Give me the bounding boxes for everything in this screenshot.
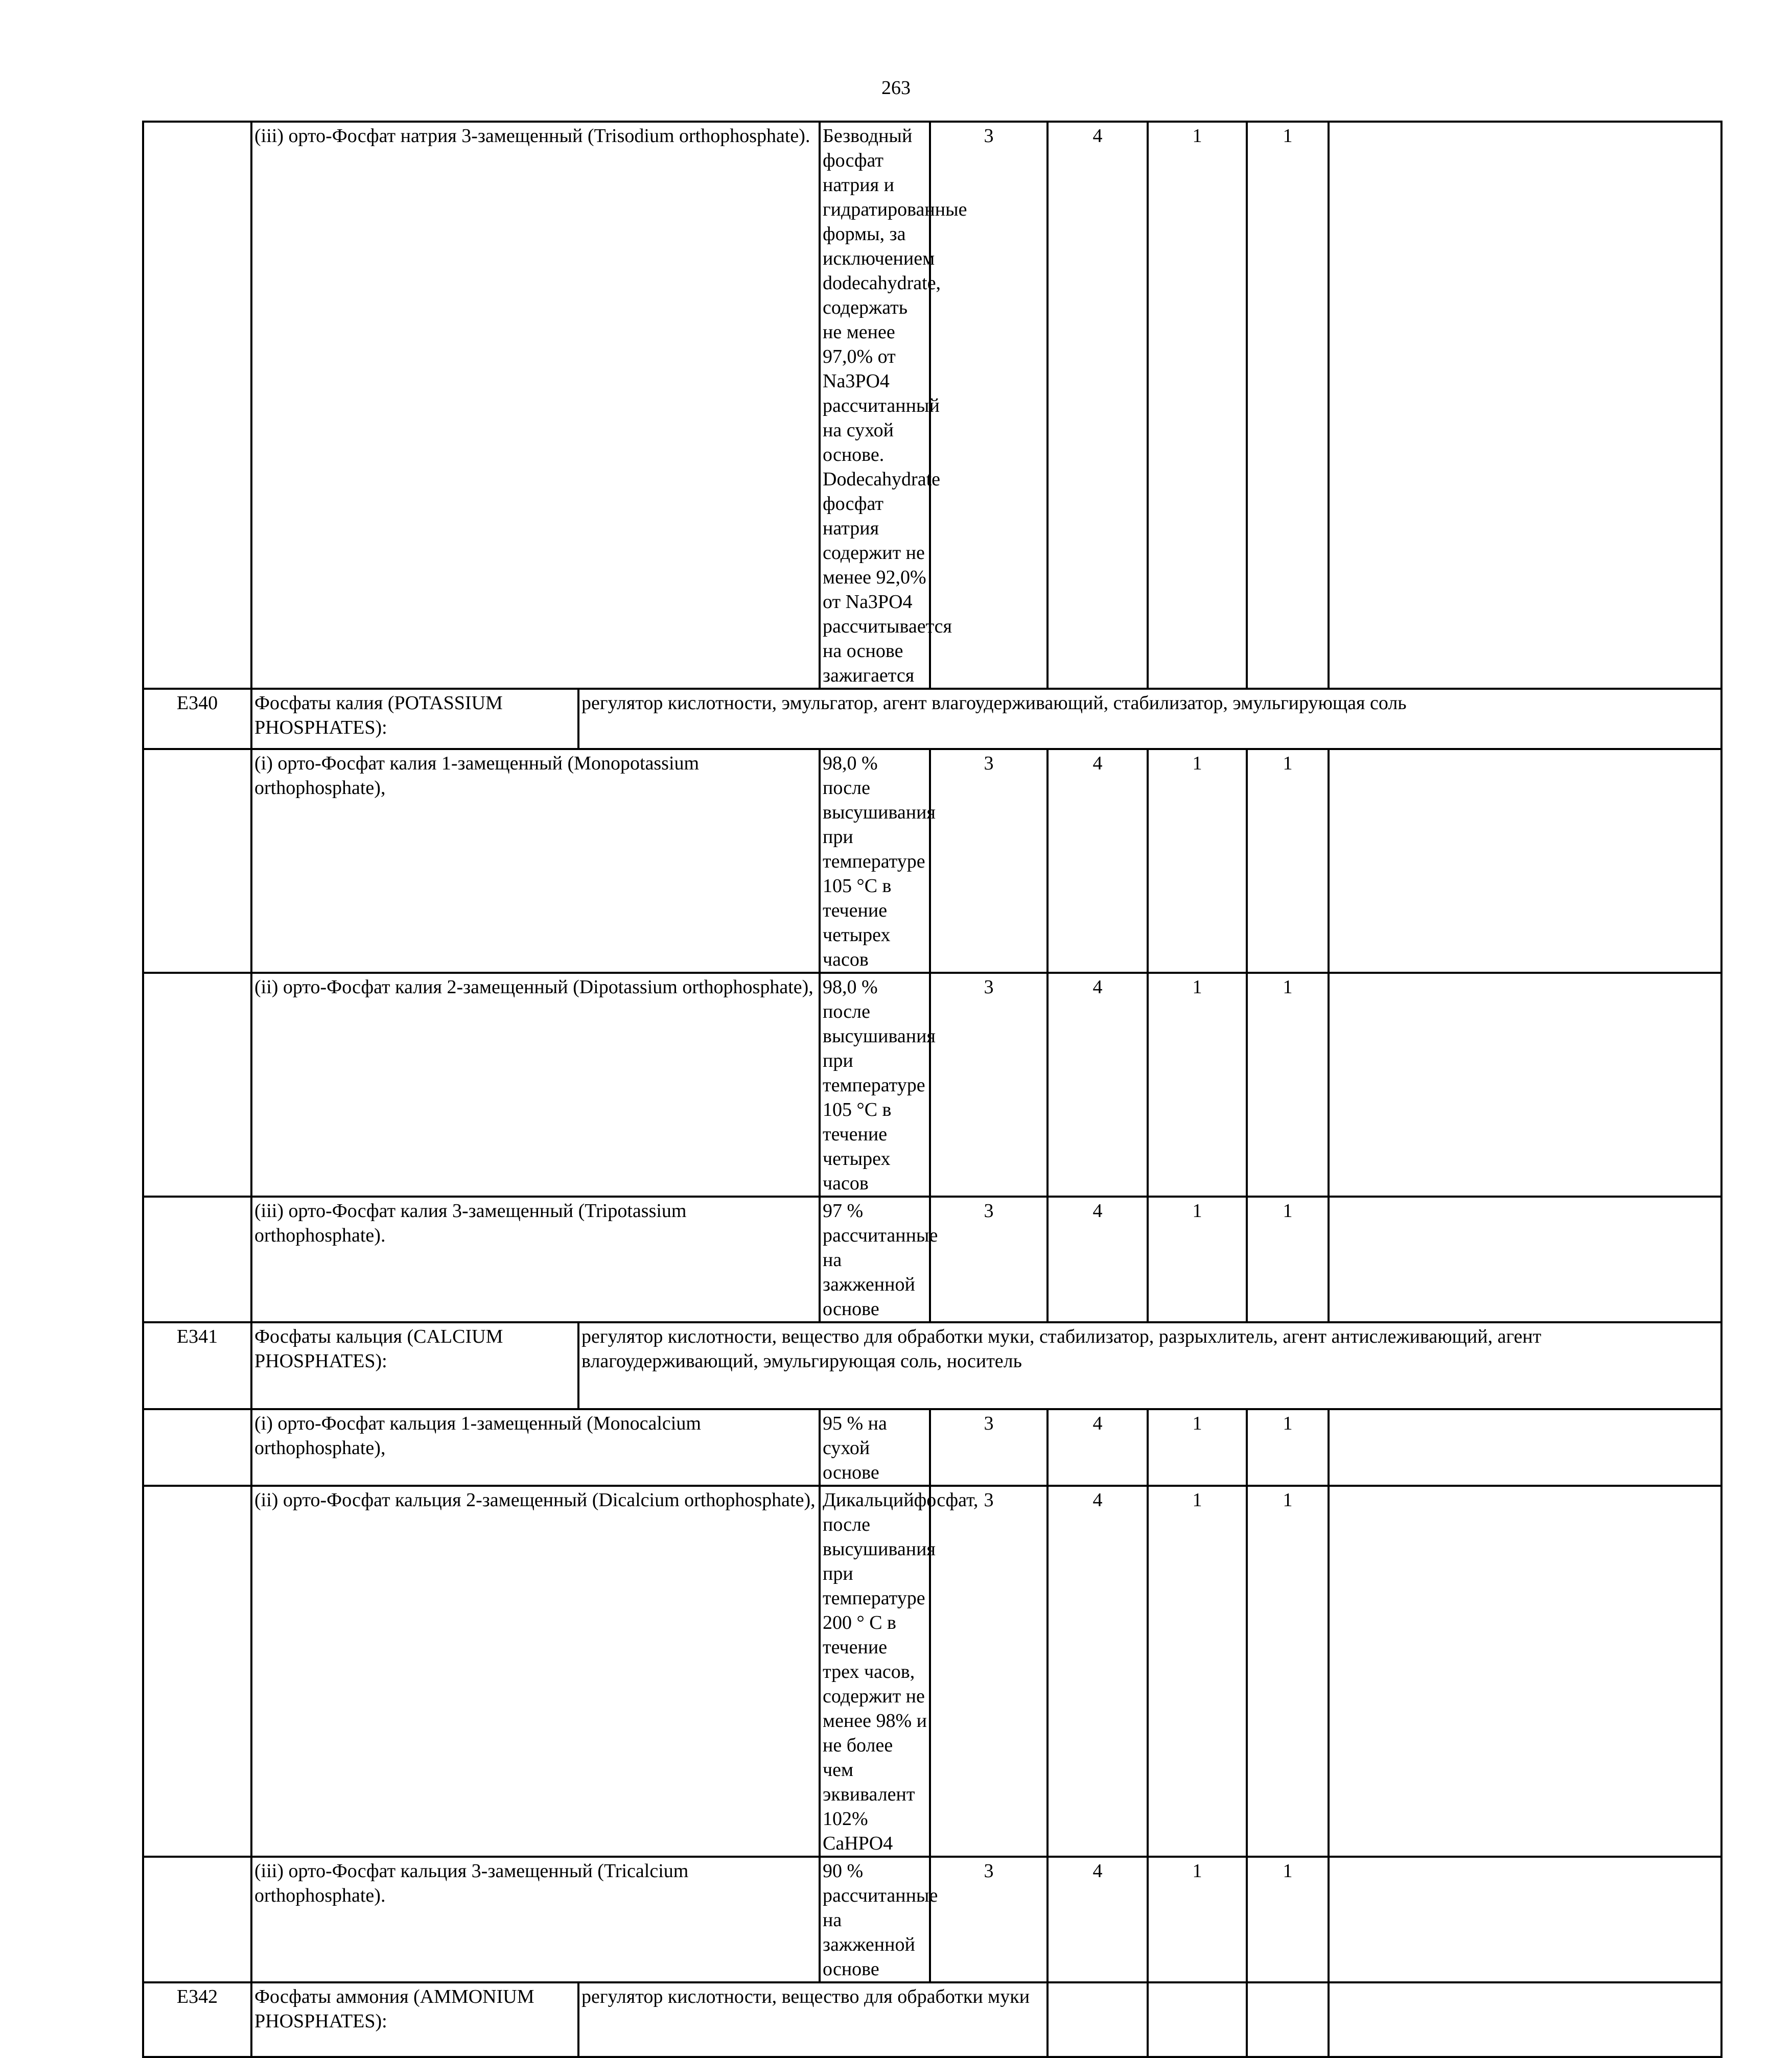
- value-cell-1: 3: [930, 122, 1048, 689]
- table-row: [143, 1857, 1721, 1982]
- value-cell-3: 1: [1148, 1197, 1247, 1322]
- empty-cell: [1329, 973, 1721, 1197]
- value-cell-2: 4: [1048, 1857, 1148, 1982]
- value-cell-2: 4: [1048, 973, 1148, 1197]
- empty-cell: [1329, 749, 1721, 973]
- value-cell-4: 1: [1247, 1409, 1329, 1486]
- table-row: [143, 1982, 1721, 2057]
- empty-cell: [1329, 1982, 1721, 2057]
- value-cell-2: 4: [1048, 1409, 1148, 1486]
- code-cell: [143, 749, 251, 973]
- table-row: [143, 689, 1721, 749]
- code-cell: [143, 1409, 251, 1486]
- empty-cell: [1329, 122, 1721, 689]
- value-cell-1: 3: [930, 1857, 1048, 1982]
- empty-cell: [1247, 1982, 1329, 2057]
- e-code: E342: [143, 1982, 251, 2057]
- value-cell-4: 1: [1247, 1857, 1329, 1982]
- code-cell: [143, 122, 251, 689]
- value-cell-3: 1: [1148, 973, 1247, 1197]
- additive-name: (iii) орто-Фосфат кальция 3-замещенный (Tricalcium orthophosphate).: [251, 1857, 820, 1982]
- empty-cell: [1048, 1982, 1148, 2057]
- purity-cell: 95 % на сухой основе: [820, 1409, 930, 1486]
- purity-cell: Безводный фосфат натрия и гидратированные формы, за исключением dodecahydrate, содержать не менее 97,0% от Na3PO4 рассчитанный на сухой основе. Dodecahydrate фосфат натрия содержит не менее 92,0% от Na3PO4 рассчитывается на основе зажигается: [820, 122, 930, 689]
- value-cell-2: 4: [1048, 1197, 1148, 1322]
- empty-cell: [1329, 1857, 1721, 1982]
- empty-cell: [1329, 1197, 1721, 1322]
- additive-name: (ii) орто-Фосфат калия 2-замещенный (Dipotassium orthophosphate),: [251, 973, 820, 1197]
- value-cell-3: 1: [1148, 122, 1247, 689]
- group-name: Фосфаты кальция (CALCIUM PHOSPHATES):: [251, 1322, 578, 1409]
- purity-cell: Дикальцийфосфат, после высушивания при температуре 200 ° С в течение трех часов, содержит не менее 98% и не более чем эквивалент 102% CaHPO4: [820, 1486, 930, 1857]
- empty-cell: [1148, 1982, 1247, 2057]
- value-cell-2: 4: [1048, 1486, 1148, 1857]
- value-cell-3: 1: [1148, 749, 1247, 973]
- value-cell-1: 3: [930, 749, 1048, 973]
- value-cell-2: 4: [1048, 122, 1148, 689]
- value-cell-1: 3: [930, 1197, 1048, 1322]
- additive-name: (iii) орто-Фосфат калия 3-замещенный (Tripotassium orthophosphate).: [251, 1197, 820, 1322]
- value-cell-1: 3: [930, 1409, 1048, 1486]
- code-cell: [143, 973, 251, 1197]
- additive-name: (i) орто-Фосфат кальция 1-замещенный (Monocalcium orthophosphate),: [251, 1409, 820, 1486]
- purity-cell: 98,0 % после высушивания при температуре 105 °С в течение четырех часов: [820, 973, 930, 1197]
- additive-name: (i) орто-Фосфат калия 1-замещенный (Monopotassium orthophosphate),: [251, 749, 820, 973]
- purity-cell: 98,0 % после высушивания при температуре 105 °С в течение четырех часов: [820, 749, 930, 973]
- page-number: 263: [881, 77, 911, 99]
- value-cell-4: 1: [1247, 1486, 1329, 1857]
- table-row: [143, 1409, 1721, 1486]
- additives-table: [142, 121, 1723, 2058]
- value-cell-3: 1: [1148, 1486, 1247, 1857]
- value-cell-1: 3: [930, 1486, 1048, 1857]
- empty-cell: [1329, 1409, 1721, 1486]
- value-cell-3: 1: [1148, 1409, 1247, 1486]
- group-name: Фосфаты аммония (AMMONIUM PHOSPHATES):: [251, 1982, 578, 2057]
- code-cell: [143, 1486, 251, 1857]
- additive-name: (ii) орто-Фосфат кальция 2-замещенный (Dicalcium orthophosphate),: [251, 1486, 820, 1857]
- code-cell: [143, 1197, 251, 1322]
- table-row: [143, 973, 1721, 1197]
- table-row: [143, 122, 1721, 689]
- e-code: E340: [143, 689, 251, 749]
- value-cell-4: 1: [1247, 122, 1329, 689]
- purity-cell: 90 % рассчитанные на зажженной основе: [820, 1857, 930, 1982]
- value-cell-2: 4: [1048, 749, 1148, 973]
- value-cell-1: 3: [930, 973, 1048, 1197]
- e-code: E341: [143, 1322, 251, 1409]
- purity-cell: 97 % рассчитанные на зажженной основе: [820, 1197, 930, 1322]
- code-cell: [143, 1857, 251, 1982]
- value-cell-3: 1: [1148, 1857, 1247, 1982]
- technological-function: регулятор кислотности, вещество для обработки муки: [578, 1982, 1048, 2057]
- technological-function: регулятор кислотности, вещество для обработки муки, стабилизатор, разрыхлитель, агент антислеживающий, агент влагоудерживающий, эмульгирующая соль, носитель: [578, 1322, 1721, 1409]
- technological-function: регулятор кислотности, эмульгатор, агент влагоудерживающий, стабилизатор, эмульгирующая соль: [578, 689, 1721, 749]
- empty-cell: [1329, 1486, 1721, 1857]
- additive-name: (iii) орто-Фосфат натрия 3-замещенный (Trisodium orthophosphate).: [251, 122, 820, 689]
- group-name: Фосфаты калия (POTASSIUM PHOSPHATES):: [251, 689, 578, 749]
- table-row: [143, 1486, 1721, 1857]
- value-cell-4: 1: [1247, 749, 1329, 973]
- table-row: [143, 1322, 1721, 1409]
- value-cell-4: 1: [1247, 1197, 1329, 1322]
- table-row: [143, 749, 1721, 973]
- table-row: [143, 1197, 1721, 1322]
- value-cell-4: 1: [1247, 973, 1329, 1197]
